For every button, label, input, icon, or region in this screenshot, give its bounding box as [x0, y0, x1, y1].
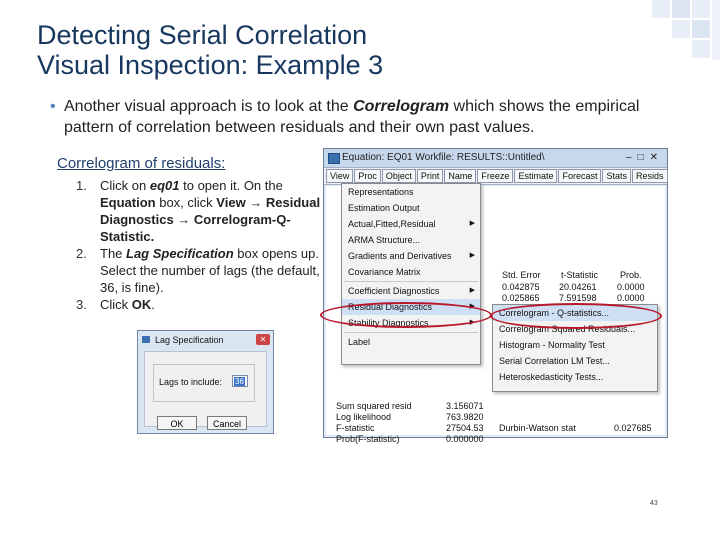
step-2 [76, 245, 321, 296]
step-text: box opens up. Select the number of lags (the default, 36, is fine). [100, 246, 320, 295]
close-icon[interactable]: ✕ [256, 334, 270, 345]
step-3 [76, 296, 321, 313]
menu-item-label: Gradients and Derivatives [348, 251, 452, 261]
menu-separator [344, 281, 478, 282]
toolbar-print-button[interactable]: Print [417, 169, 444, 183]
menu-item-heteroskedasticity[interactable]: Heteroskedasticity Tests... [499, 372, 604, 382]
cell: 7.591598 [559, 293, 597, 303]
stat-label: Sum squared resid [336, 401, 412, 411]
toolbar-view-button[interactable]: View [326, 169, 353, 183]
menu-item-label: Coefficient Diagnostics [348, 286, 440, 296]
col-header-std-error: Std. Error [502, 270, 541, 280]
sub-heading: Correlogram of residuals: [57, 155, 226, 172]
step-text: box, click [155, 195, 217, 210]
step-em: eq01 [149, 178, 180, 193]
slide-title [37, 20, 597, 80]
toolbar-freeze-button[interactable]: Freeze [477, 169, 513, 183]
bullet-point [50, 96, 690, 138]
step-text: to open it. On the [179, 178, 283, 193]
cell: 20.04261 [559, 282, 597, 292]
submenu-arrow-icon: ▶ [469, 303, 475, 310]
window-title-bar[interactable] [324, 149, 667, 168]
menu-item-label: Actual,Fitted,Residual [348, 219, 436, 229]
ok-button[interactable]: OK [157, 416, 197, 430]
submenu-arrow-icon: ▶ [469, 287, 475, 294]
lags-label: Lags to include: [159, 377, 223, 387]
step-strong: OK [131, 297, 152, 312]
menu-item-covariance-matrix[interactable]: Covariance Matrix [348, 267, 421, 277]
toolbar-name-button[interactable]: Name [444, 169, 476, 183]
dialog-title: Lag Specification [155, 335, 224, 345]
steps-list [76, 177, 321, 313]
highlight-ring-correlogram [490, 303, 662, 329]
menu-item-actual-fitted-residual[interactable] [342, 216, 480, 232]
bullet-text [64, 96, 690, 138]
toolbar-stats-button[interactable]: Stats [602, 169, 631, 183]
window-controls[interactable]: –□✕ [626, 152, 664, 163]
cell: 0.0000 [617, 282, 645, 292]
menu-item-representations[interactable]: Representations [348, 187, 414, 197]
lags-input[interactable] [232, 375, 248, 387]
submenu-arrow-icon: ▶ [469, 220, 475, 227]
cell: 0.025865 [502, 293, 540, 303]
menu-item-correlogram-q[interactable]: Correlogram - Q-statistics... [493, 305, 657, 321]
bullet-post: which shows the empirical pattern of correlation between residuals and their own past values. [64, 98, 640, 136]
dialog-content [144, 351, 267, 427]
toolbar-proc-button[interactable]: Proc [354, 169, 381, 183]
stat-value: 0.000000 [446, 434, 484, 444]
dialog-title-bar[interactable] [138, 331, 273, 349]
menu-item-coefficient-diagnostics[interactable] [342, 283, 480, 299]
step-number: 3. [76, 297, 87, 312]
step-strong: View → Residual Diagnostics → Correlogram-Q-Statistic. [100, 195, 321, 244]
menu-item-serial-correlation-lm[interactable]: Serial Correlation LM Test... [499, 356, 610, 366]
toolbar-resids-button[interactable]: Resids [632, 169, 668, 183]
page-number: 43 [650, 500, 658, 507]
step-text: The [100, 246, 127, 261]
dw-label: Durbin-Watson stat [499, 423, 576, 433]
bullet-pre: Another visual approach is to look at the [64, 98, 354, 115]
col-header-prob: Prob. [620, 270, 642, 280]
step-number: 1. [76, 178, 87, 193]
step-1 [76, 177, 321, 245]
stat-label: Log likelihood [336, 412, 392, 422]
menu-item-label-item[interactable]: Label [348, 337, 371, 347]
step-strong: Equation [100, 195, 156, 210]
menu-item-label: Residual Diagnostics [348, 302, 433, 312]
step-text: Click on [100, 178, 150, 193]
cancel-button[interactable]: Cancel [207, 416, 247, 430]
lags-value: 36 [235, 377, 244, 386]
equation-icon [328, 153, 340, 164]
window-title: Equation: EQ01 Workfile: RESULTS::Untitled\ [342, 152, 545, 163]
toolbar-estimate-button[interactable]: Estimate [514, 169, 557, 183]
step-em: Lag Specification [126, 246, 234, 261]
stat-value: 763.9820 [446, 412, 484, 422]
stat-label: Prob(F-statistic) [336, 434, 400, 444]
step-text: . [151, 297, 155, 312]
cell: 0.0000 [617, 293, 645, 303]
menu-item-label: Stability Diagnostics [348, 318, 429, 328]
toolbar-forecast-button[interactable]: Forecast [558, 169, 601, 183]
stat-value: 27504.53 [446, 423, 484, 433]
bullet-dot-icon: • [50, 98, 56, 115]
lag-specification-dialog [137, 330, 274, 434]
corner-graphic-icon [630, 0, 720, 80]
stat-value: 3.156071 [446, 401, 484, 411]
step-text: Click [100, 297, 132, 312]
cell: 0.042875 [502, 282, 540, 292]
bullet-term: Correlogram [353, 98, 450, 115]
submenu-arrow-icon: ▶ [469, 319, 475, 326]
menu-item-correlogram-squared[interactable]: Correlogram Squared Residuals... [499, 324, 636, 334]
view-menu [341, 183, 481, 365]
toolbar-object-button[interactable]: Object [382, 169, 416, 183]
menu-item-histogram-normality[interactable]: Histogram - Normality Test [499, 340, 605, 350]
step-number: 2. [76, 246, 87, 261]
menu-separator [344, 332, 478, 333]
highlight-ring-residual [320, 302, 492, 328]
menu-item-gradients[interactable] [342, 248, 480, 264]
submenu-arrow-icon: ▶ [469, 252, 475, 259]
menu-item-arma-structure[interactable]: ARMA Structure... [348, 235, 421, 245]
dialog-icon [142, 336, 150, 343]
stat-label: F-statistic [336, 423, 375, 433]
title-line-1: Detecting Serial Correlation [37, 20, 368, 50]
menu-item-estimation-output[interactable]: Estimation Output [348, 203, 420, 213]
col-header-t-stat: t-Statistic [561, 270, 599, 280]
title-line-2: Visual Inspection: Example 3 [37, 50, 384, 80]
dw-value: 0.027685 [614, 423, 652, 433]
